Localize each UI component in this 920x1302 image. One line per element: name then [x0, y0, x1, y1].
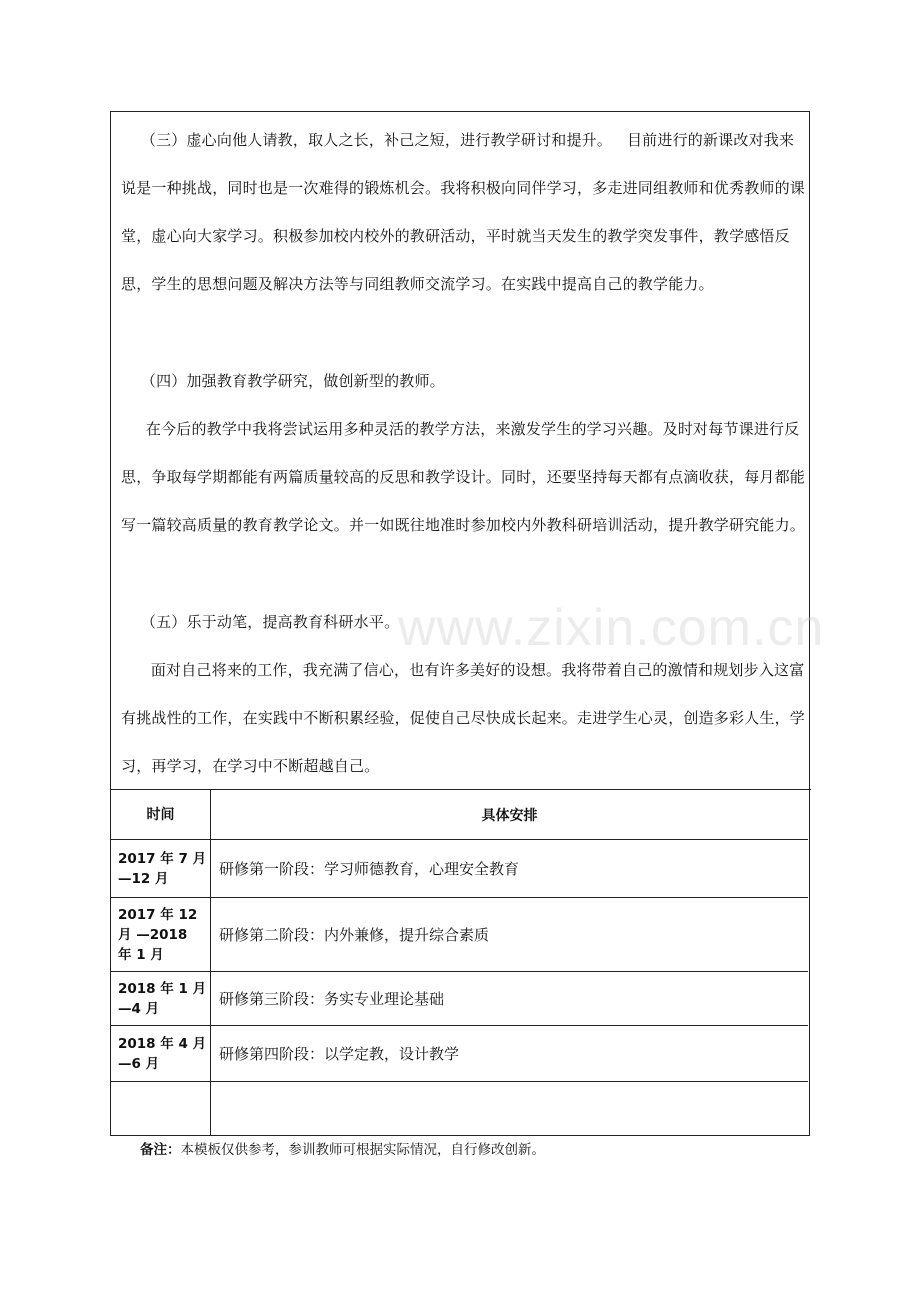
- header-plan: 具体安排: [481, 807, 538, 824]
- row-time: [111, 1082, 211, 1135]
- row-plan: [211, 1082, 808, 1135]
- row-plan: 研修第一阶段：学习师德教育，心理安全教育: [219, 860, 520, 878]
- note-label: 备注：: [140, 1142, 181, 1158]
- table-row: [111, 898, 808, 972]
- row-time: 2017 年 12 月 —2018 年 1 月: [111, 898, 211, 971]
- note: [140, 1138, 545, 1158]
- row-plan: 研修第三阶段：务实专业理论基础: [219, 990, 445, 1008]
- table-row-empty: [111, 1082, 808, 1135]
- plan-text-block: [111, 112, 811, 790]
- table-row: [111, 840, 808, 898]
- paragraph-five-heading: （五）乐于动笔，提高教育科研水平。: [121, 613, 400, 631]
- row-plan: 研修第二阶段：内外兼修，提升综合素质: [219, 926, 490, 944]
- row-time: 2018 年 1 月 —4 月: [111, 972, 211, 1025]
- header-time: 时间: [111, 790, 211, 839]
- table-row: [111, 972, 808, 1026]
- paragraph-three: （三）虚心向他人请教，取人之长，补己之短，进行教学研讨和提升。 目前进行的新课改对我来说是一种挑战，同时也是一次难得的锻炼机会。我将积极向同伴学习，多走进同组教师和优秀教师的课堂，虚心向大家学习。积极参加校内校外的教研活动，平时就当天发生的教学突发事件，教学感悟反思，学生的思想问题及解决方法等与同组教师交流学习。在实践中提高自己的教学能力。: [121, 131, 806, 293]
- paragraph-four-heading: （四）加强教育教学研究，做创新型的教师。: [121, 372, 445, 390]
- row-time: 2017 年 7 月 —12 月: [111, 840, 211, 897]
- watermark: www.zixin.com.cn: [398, 599, 825, 657]
- note-text: 本模板仅供参考，参训教师可根据实际情况，自行修改创新。: [180, 1142, 545, 1158]
- document-frame: [110, 111, 810, 1136]
- paragraph-five-body: 面对自己将来的工作，我充满了信心，也有许多美好的设想。我将带着自己的激情和规划步入这富有挑战性的工作，在实践中不断积累经验，促使自己尽快成长起来。走进学生心灵，创造多彩人生，学习，再学习，在学习中不断超越自己。: [121, 661, 806, 775]
- table-row: [111, 1026, 808, 1082]
- table-header-row: [111, 790, 808, 840]
- row-plan: 研修第四阶段：以学定教，设计教学: [219, 1045, 460, 1063]
- row-time: 2018 年 4 月 —6 月: [111, 1026, 211, 1081]
- paragraph-four-body: 在今后的教学中我将尝试运用多种灵活的教学方法，来激发学生的学习兴趣。及时对每节课进行反思，争取每学期都能有两篇质量较高的反思和教学设计。同时，还要坚持每天都有点滴收获，每月都能写一篇较高质量的教育教学论文。并一如既往地准时参加校内外教科研培训活动，提升教学研究能力。: [121, 420, 806, 534]
